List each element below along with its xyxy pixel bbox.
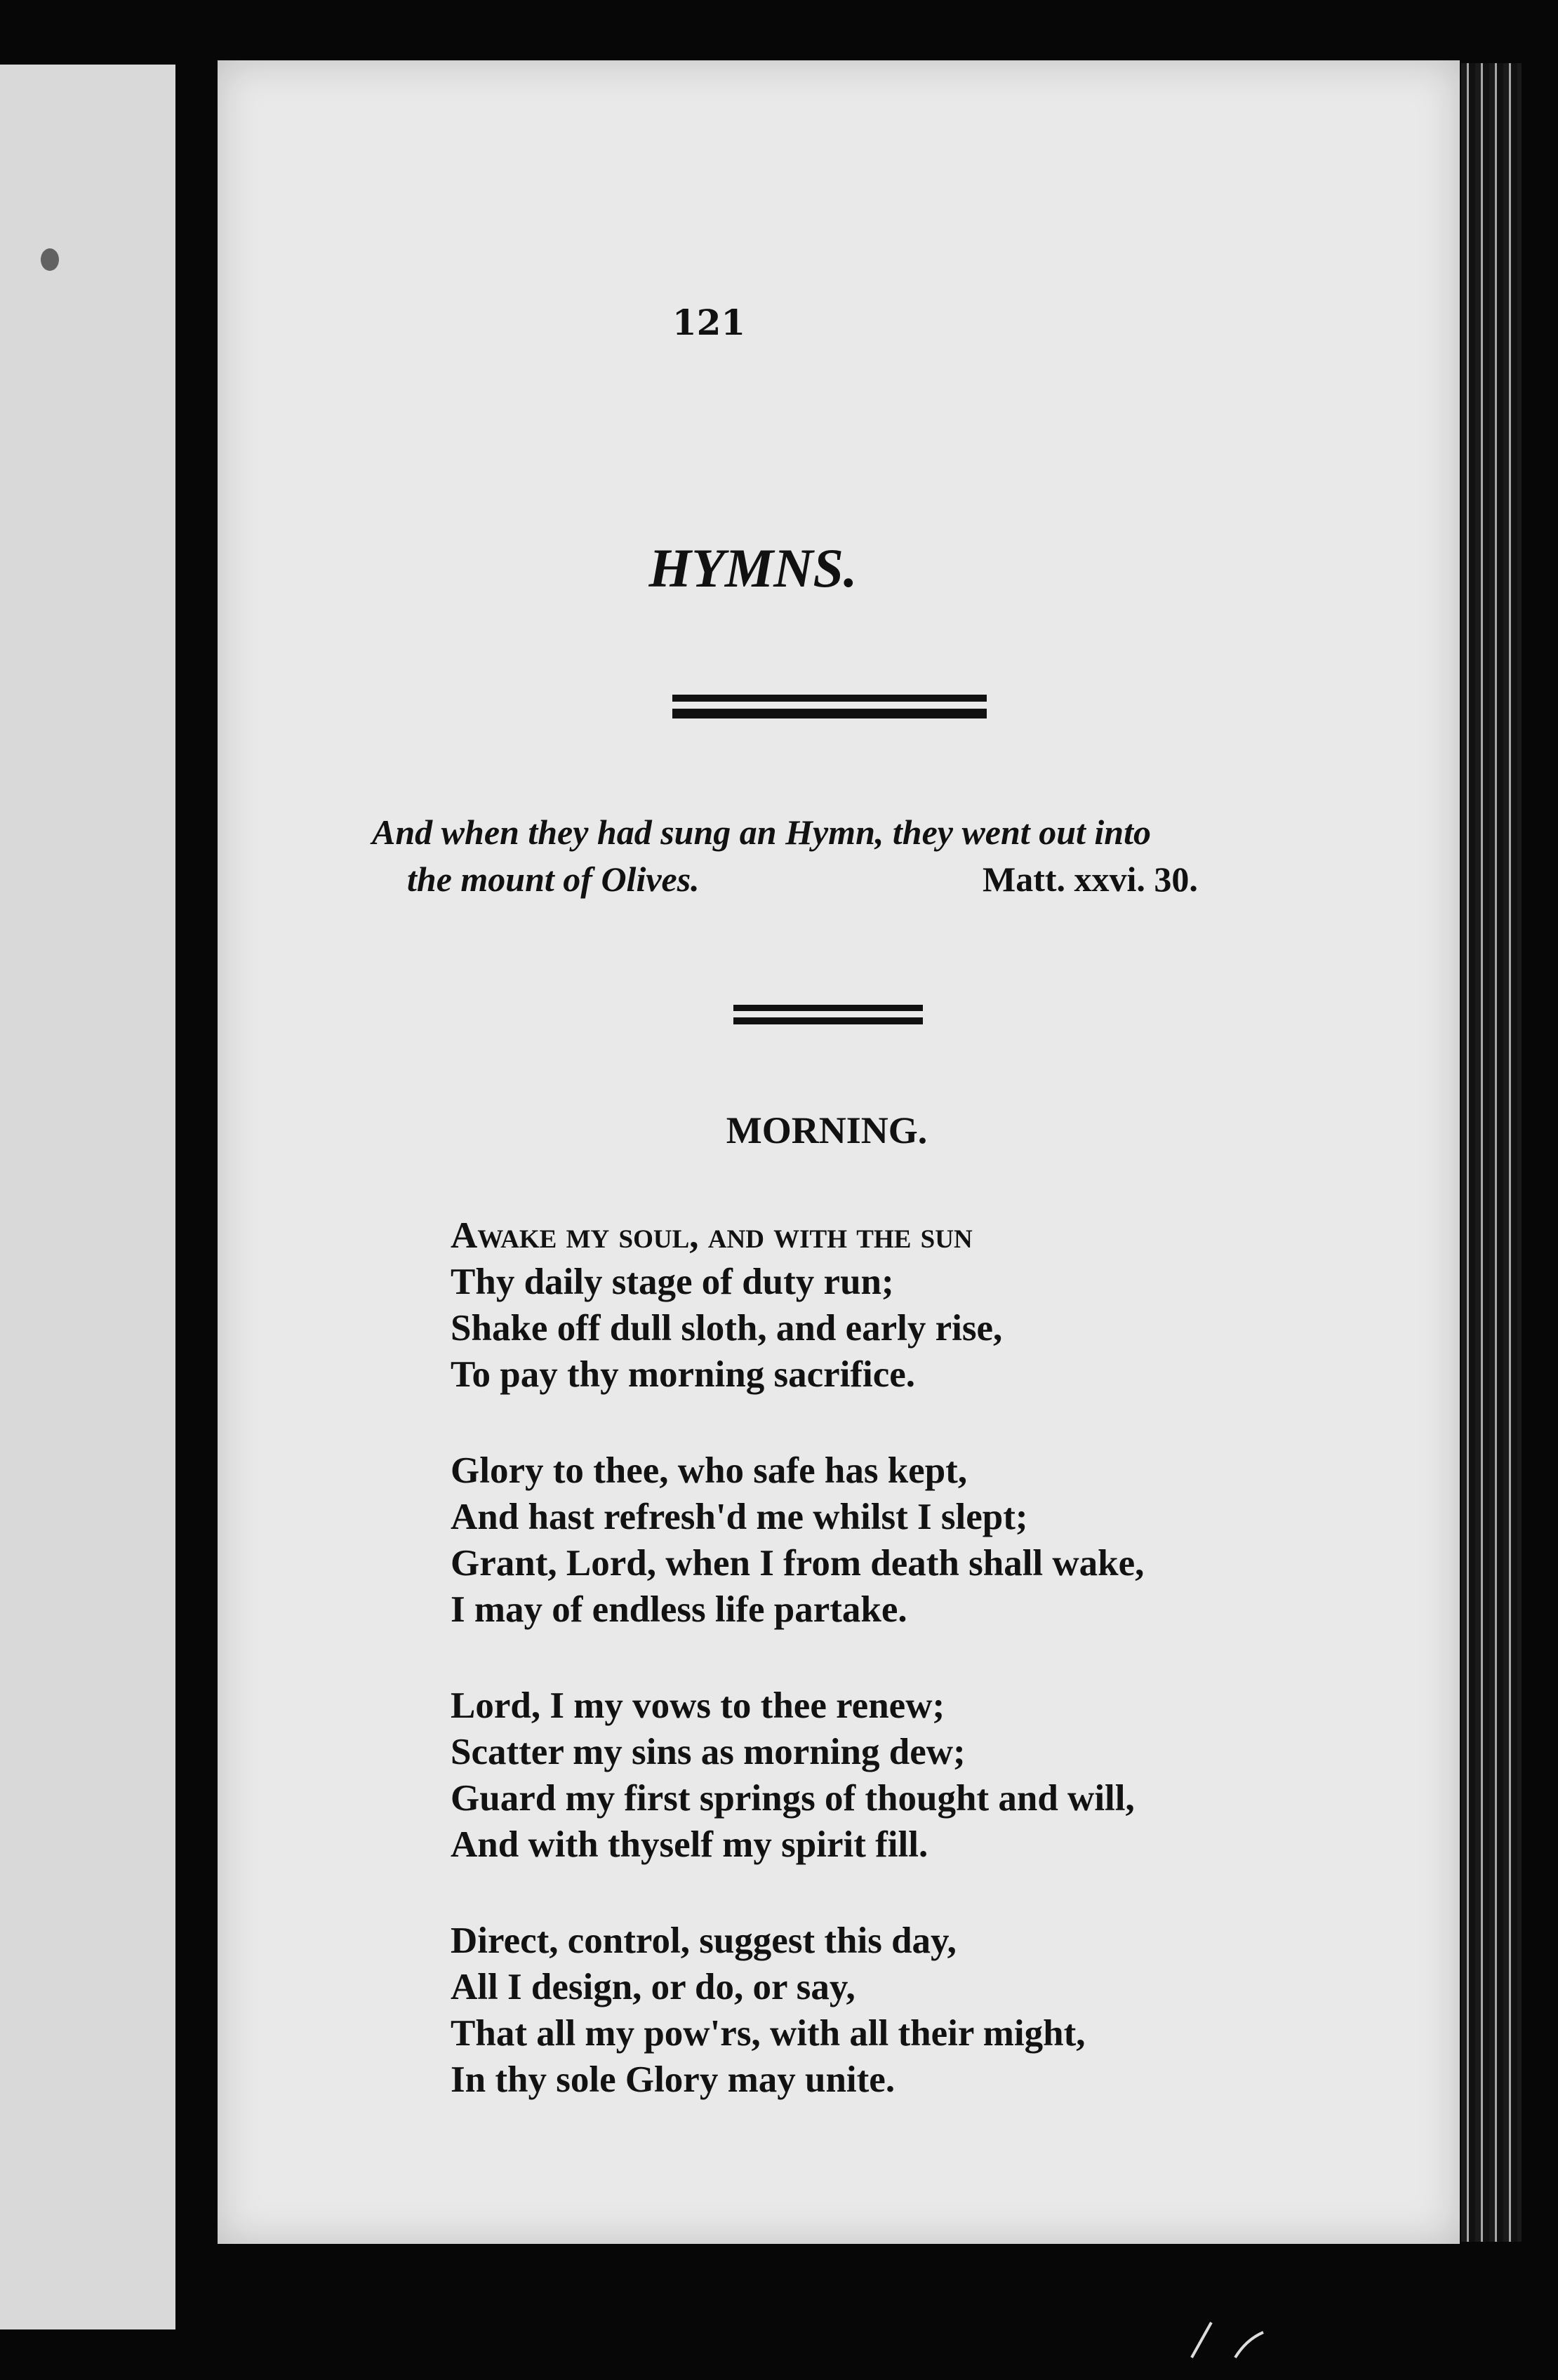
- verse-line: Shake off dull sloth, and early rise,: [451, 1308, 1003, 1349]
- epigraph-line: the mount of Olives.: [407, 860, 700, 899]
- verse-line: To pay thy morning sacrifice.: [451, 1354, 916, 1395]
- verse-line: All I design, or do, or say,: [451, 1967, 855, 2007]
- ink-speck: [41, 248, 59, 271]
- rule-line-thin: [733, 1005, 923, 1011]
- verse-line: I may of endless life partake.: [451, 1589, 907, 1630]
- verse-line: In thy sole Glory may unite.: [451, 2059, 895, 2100]
- left-page-edge: [0, 65, 175, 2329]
- verse-line: And hast refresh'd me whilst I slept;: [451, 1497, 1028, 1537]
- hymn-title: MORNING.: [726, 1109, 928, 1151]
- stanza: [451, 1448, 1258, 1633]
- page-edge-stack: [1461, 63, 1522, 2242]
- verse-line: Lord, I my vows to thee renew;: [451, 1685, 945, 1726]
- rule-line-thick: [672, 709, 987, 718]
- epigraph-line: And when they had sung an Hymn, they went out into: [372, 813, 1151, 852]
- verse-line: Glory to thee, who safe has kept,: [451, 1450, 968, 1491]
- epigraph-citation: Matt. xxvi. 30.: [983, 860, 1198, 899]
- stanza: [451, 1212, 1258, 1398]
- verse-line: Thy daily stage of duty run;: [451, 1262, 894, 1302]
- rule-line-thin: [672, 695, 987, 702]
- page-number: 121: [672, 302, 746, 343]
- title-rule: [672, 695, 987, 718]
- verse-line: And with thyself my spirit fill.: [451, 1824, 928, 1865]
- verse-line: Direct, control, suggest this day,: [451, 1920, 957, 1961]
- rule-line-thick: [733, 1017, 923, 1024]
- stanza: [451, 1918, 1258, 2103]
- book-page: [218, 60, 1460, 2244]
- epigraph-rule: [733, 1005, 923, 1026]
- verse-line: Guard my first springs of thought and will,: [451, 1778, 1135, 1819]
- verse-line: Scatter my sins as morning dew;: [451, 1732, 966, 1772]
- stanza: [451, 1683, 1258, 1868]
- verse-line: That all my pow'rs, with all their might,: [451, 2013, 1086, 2054]
- verse-line: Grant, Lord, when I from death shall wake,: [451, 1543, 1145, 1584]
- verse-line: Awake my soul, and with the sun: [451, 1215, 973, 1256]
- section-title: HYMNS.: [648, 537, 858, 599]
- scan-artifact-marks: [1186, 2317, 1270, 2359]
